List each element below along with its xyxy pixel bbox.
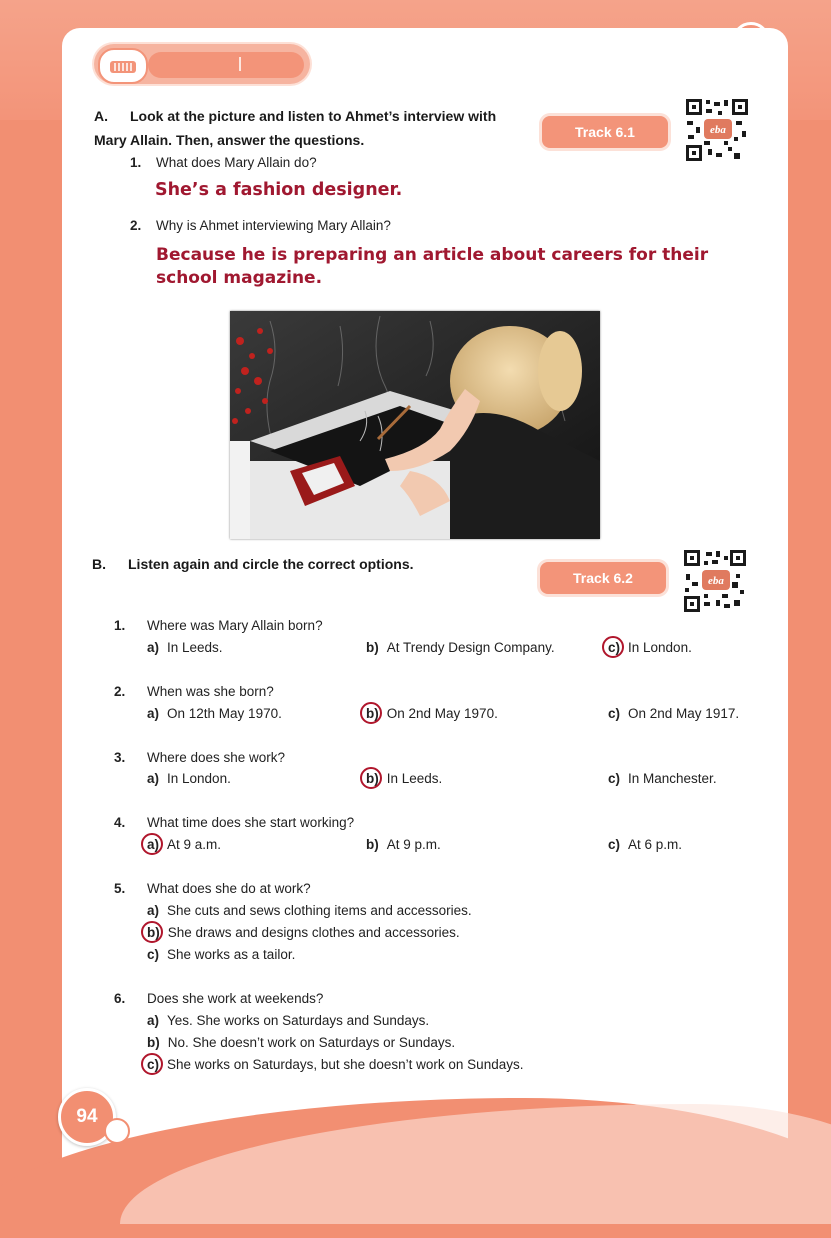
- section-b-instruction: Listen again and circle the correct options.: [128, 556, 414, 572]
- b-q5-option-a[interactable]: a) She cuts and sews clothing items and accessories.: [147, 903, 472, 918]
- b-q1-option-c[interactable]: c) In London.: [608, 640, 692, 655]
- a-q2-answer-line1: Because he is preparing an article about careers for their: [156, 245, 709, 265]
- b-q6-answer-circle: [141, 1053, 163, 1075]
- section-a-letter: A.: [94, 108, 108, 124]
- b-q4-number: 4.: [114, 815, 126, 830]
- b-q4-option-b[interactable]: b) At 9 p.m.: [366, 837, 441, 852]
- b-q3-option-b[interactable]: b) In Leeds.: [366, 771, 443, 786]
- b-q3-text: Where does she work?: [147, 750, 286, 765]
- b-q2-answer-circle: [360, 702, 382, 724]
- track-6-2-button[interactable]: Track 6.2: [540, 562, 666, 594]
- b-q6-text: Does she work at weekends?: [147, 991, 324, 1006]
- b-q3-option-c[interactable]: c) In Manchester.: [608, 771, 717, 786]
- b-q5-answer-circle: [141, 921, 163, 943]
- b-q4-option-c[interactable]: c) At 6 p.m.: [608, 837, 683, 852]
- b-q4-answer-circle: [141, 833, 163, 855]
- b-q1-text: Where was Mary Allain born?: [147, 618, 323, 633]
- page-paper: [62, 28, 788, 1184]
- b-q6-number: 6.: [114, 991, 126, 1006]
- a-q2-number: 2.: [130, 218, 142, 233]
- b-q5-option-c[interactable]: c) She works as a tailor.: [147, 947, 296, 962]
- b-q1-number: 1.: [114, 618, 126, 633]
- b-q2-text: When was she born?: [147, 684, 274, 699]
- track-6-1-button[interactable]: Track 6.1: [542, 116, 668, 148]
- qr-label: eba: [708, 575, 724, 587]
- fashion-designer-photo: [230, 311, 600, 539]
- b-q6-option-b[interactable]: b) No. She doesn’t work on Saturdays or Sundays.: [147, 1035, 456, 1050]
- b-q1-option-b[interactable]: b) At Trendy Design Company.: [366, 640, 555, 655]
- section-a-instruction-line1: Look at the picture and listen to Ahmet’s interview with: [130, 108, 497, 124]
- b-q2-number: 2.: [114, 684, 126, 699]
- b-q3-number: 3.: [114, 750, 126, 765]
- b-q1-answer-circle: [602, 636, 624, 658]
- a-q1-number: 1.: [130, 155, 142, 170]
- b-q2-option-b[interactable]: b) On 2nd May 1970.: [366, 706, 498, 721]
- b-q6-option-a[interactable]: a) Yes. She works on Saturdays and Sundays.: [147, 1013, 430, 1028]
- a-q1-text: What does Mary Allain do?: [156, 155, 317, 170]
- a-q1-answer: She’s a fashion designer.: [155, 180, 403, 200]
- b-q6-option-c[interactable]: c) She works on Saturdays, but she doesn’t work on Sundays.: [147, 1057, 524, 1072]
- b-q3-option-a[interactable]: a) In London.: [147, 771, 231, 786]
- section-b-letter: B.: [92, 556, 106, 572]
- b-q2-option-a[interactable]: a) On 12th May 1970.: [147, 706, 282, 721]
- section-a-instruction-line2: Mary Allain. Then, answer the questions.: [94, 132, 365, 148]
- b-q2-option-c[interactable]: c) On 2nd May 1917.: [608, 706, 740, 721]
- listening-icon: [98, 48, 148, 84]
- qr-code-6-1[interactable]: [684, 97, 750, 163]
- header-banner-inner: [148, 52, 304, 78]
- b-q5-text: What does she do at work?: [147, 881, 311, 896]
- qr-label: eba: [710, 124, 726, 136]
- b-q4-option-a[interactable]: a) At 9 a.m.: [147, 837, 222, 852]
- page-number: 94: [76, 1106, 98, 1127]
- page-number-dot: [104, 1118, 130, 1144]
- header-banner-divider: [239, 57, 241, 71]
- b-q4-text: What time does she start working?: [147, 815, 355, 830]
- b-q5-number: 5.: [114, 881, 126, 896]
- b-q5-option-b[interactable]: b) She draws and designs clothes and accessories.: [147, 925, 460, 940]
- a-q2-answer-line2: school magazine.: [156, 268, 323, 288]
- b-q3-answer-circle: [360, 767, 382, 789]
- qr-code-6-2[interactable]: [682, 548, 748, 614]
- a-q2-text: Why is Ahmet interviewing Mary Allain?: [156, 218, 391, 233]
- b-q1-option-a[interactable]: a) In Leeds.: [147, 640, 223, 655]
